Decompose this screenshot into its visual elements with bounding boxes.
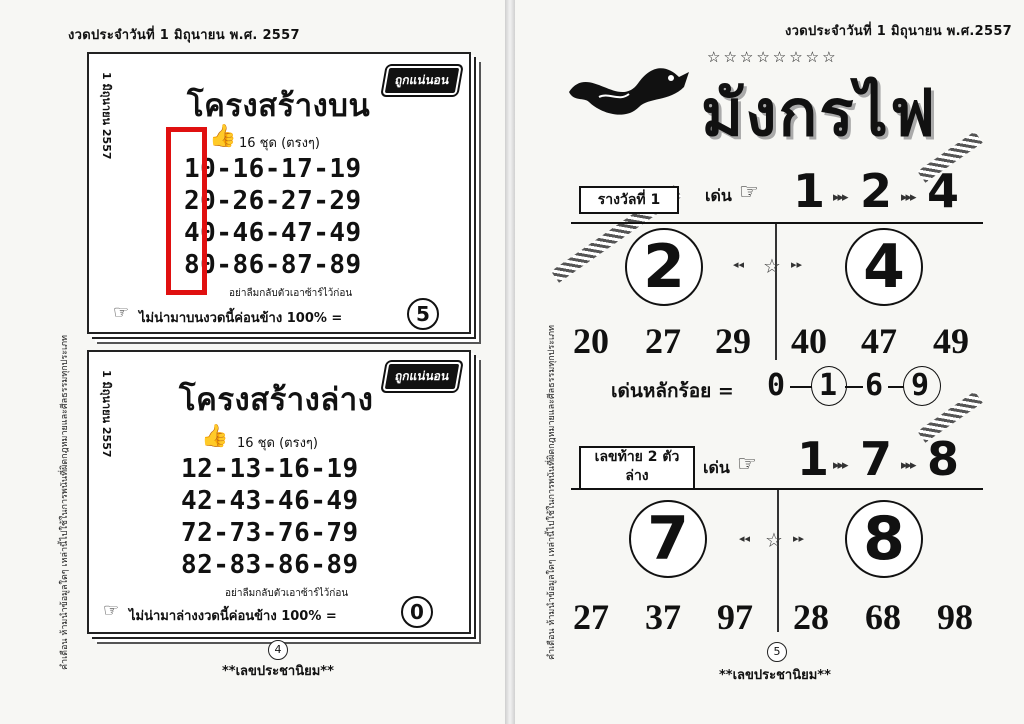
lower-box-tag: ถูกแน่นอน [382,362,461,391]
prize1-num-1: 20 [573,321,609,361]
arrow-icon: ▸▸▸ [901,458,915,473]
left-header: งวดประจำวันที่ 1 มิถุนายน พ.ศ. 2557 [68,28,300,43]
prize1-num-3: 29 [715,321,751,361]
book-gutter [505,0,515,724]
prize1-circle-left: 2 [625,228,703,306]
divider [775,224,777,360]
hundreds-digit-3: 6 [865,368,884,403]
right-header: งวดประจำวันที่ 1 มิถุนายน พ.ศ.2557 [785,24,1013,39]
dash [845,386,863,388]
arrow-left-icon: ◂◂ [733,258,745,271]
prize1-circle-right: 4 [845,228,923,306]
divider [571,222,983,224]
upper-box-sets: 16 ชุด (ตรงๆ) [239,136,320,151]
lower-box-date: 1 มิถุนายน 2557 [100,370,113,458]
last2-label-line1: เลขท้าย 2 ตัว [594,449,680,465]
pointing-hand-icon: ☞ [103,600,120,621]
upper-no-line: ไม่น่ามาบนงวดนี้ค่อนข้าง 100% = [139,311,343,326]
upper-no-number: 5 [407,298,439,330]
prize1-num-4: 40 [791,321,827,361]
pointing-hand-icon: ☞ [113,302,130,323]
arrow-icon: ▸▸▸ [901,190,915,205]
hundreds-digit-1: 0 [767,368,786,403]
last2-circle-right: 8 [845,500,923,578]
last2-den-digit-3: 8 [927,432,960,486]
right-side-note: คำเตือน ห้ามนำข้อมูลใดๆ เหล่านี้ไปใช้ในการพนันที่ผิดกฎหมายและศีลธรรมทุกประเภท [547,325,557,660]
lower-row-3: 72-73-76-79 [181,518,359,548]
lower-reminder: อย่าลืมกลับตัวเอาซ้าร์ไว้ก่อน [225,588,349,599]
prize1-label: รางวัลที่ 1 [579,186,679,214]
lower-row-4: 82-83-86-89 [181,550,359,580]
arrow-right-icon: ▸▸ [793,532,805,545]
star-icon: ☆ [763,254,781,278]
divider [777,490,779,632]
left-footer: **เลขประชานิยม** [222,664,334,679]
page-title: มังกรไฟ [701,77,938,151]
left-page-number: 4 [268,640,288,660]
star-icon: ☆ [765,528,783,552]
last2-num-2: 37 [645,597,681,637]
prize1-num-5: 47 [861,321,897,361]
last2-label [579,446,695,490]
highlight-red-box [166,127,207,295]
last2-num-3: 97 [717,597,753,637]
last2-num-6: 98 [937,597,973,637]
left-page [0,0,505,724]
left-side-note: คำเตือน ห้ามนำข้อมูลใดๆ เหล่านี้ไปใช้ในการพนันที่ผิดกฎหมายและศีลธรรมทุกประเภท [60,335,70,670]
upper-reminder: อย่าลืมกลับตัวเอาซ้าร์ไว้ก่อน [229,288,353,299]
upper-row-4: 80-86-87-89 [184,250,362,280]
dash [888,386,904,388]
last2-circle-left: 7 [629,500,707,578]
prize1-den-digit-1: 1 [793,164,826,218]
last2-den-digit-1: 1 [797,432,830,486]
prize1-num-2: 27 [645,321,681,361]
upper-row-3: 40-46-47-49 [184,218,362,248]
prize1-den-digit-3: 4 [927,164,960,218]
prize1-den-digit-2: 2 [860,164,893,218]
upper-row-2: 20-26-27-29 [184,186,362,216]
pointing-hand-icon: ☞ [739,180,759,205]
upper-box-title: โครงสร้างบน [187,88,371,124]
right-page [515,0,1024,724]
arrow-icon: ▸▸▸ [833,458,847,473]
last2-num-5: 68 [865,597,901,637]
thumb-up-icon: 👍 [209,124,237,149]
arrow-right-icon: ▸▸ [791,258,803,271]
prize1-den-label: เด่น [705,186,732,205]
dragon-icon [559,52,699,132]
arrow-icon: ▸▸▸ [833,190,847,205]
lower-box-sets: 16 ชุด (ตรงๆ) [237,436,318,451]
rating-stars-icon: ☆☆☆☆☆☆☆☆ [707,48,839,66]
pointing-hand-icon: ☞ [737,452,757,477]
lower-structure-box [87,350,471,634]
last2-num-4: 28 [793,597,829,637]
last2-den-digit-2: 7 [860,432,893,486]
lower-box-title: โครงสร้างล่าง [179,382,374,418]
arrow-left-icon: ◂◂ [739,532,751,545]
hundreds-digit-4: 9 [911,368,930,403]
lower-no-line: ไม่น่ามาล่างงวดนี้ค่อนข้าง 100% = [129,609,337,624]
upper-box-date: 1 มิถุนายน 2557 [100,72,113,160]
hundreds-digit-2: 1 [819,368,838,403]
lower-no-number: 0 [401,596,433,628]
last2-num-1: 27 [573,597,609,637]
lower-row-1: 12-13-16-19 [181,454,359,484]
last2-den-label: เด่น [703,458,730,477]
upper-row-1: 10-16-17-19 [184,154,362,184]
dash [790,386,812,388]
hundreds-label: เด่นหลักร้อย = [611,380,734,402]
right-footer: **เลขประชานิยม** [719,668,831,683]
last2-label-line2: ล่าง [625,468,649,484]
right-page-number: 5 [767,642,787,662]
upper-box-tag: ถูกแน่นอน [382,66,461,95]
thumb-up-icon: 👍 [201,424,229,449]
upper-structure-box [87,52,471,334]
prize1-num-6: 49 [933,321,969,361]
lower-row-2: 42-43-46-49 [181,486,359,516]
